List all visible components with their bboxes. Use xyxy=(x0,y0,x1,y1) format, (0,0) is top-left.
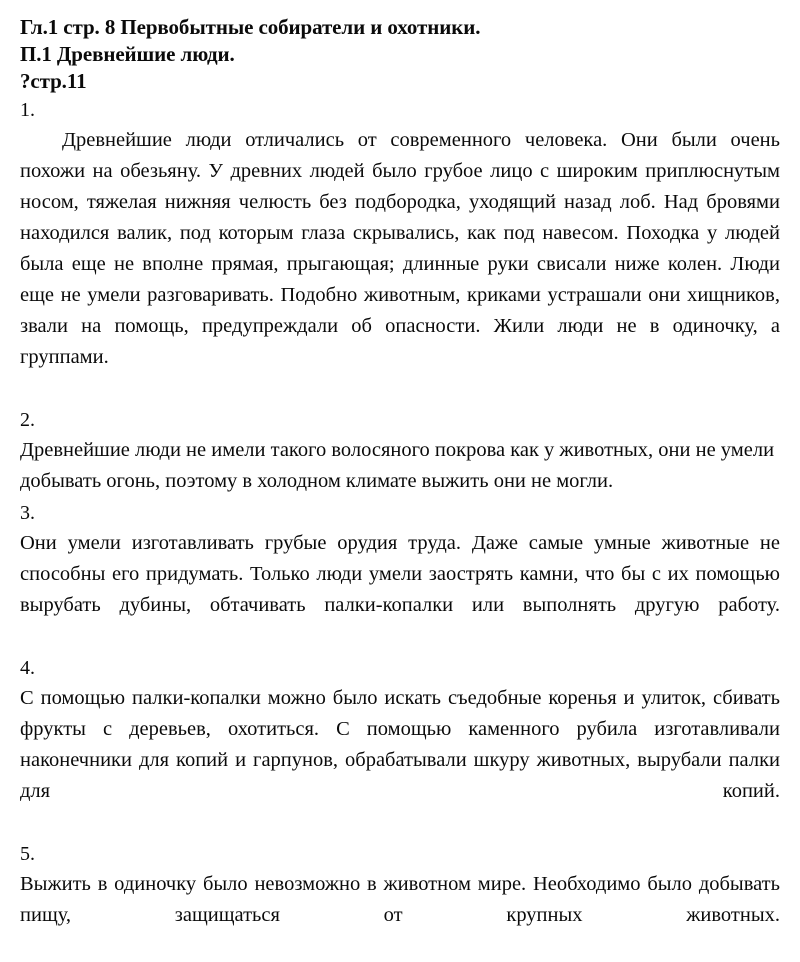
answer-item-4 xyxy=(20,654,780,838)
chapter-heading: Гл.1 стр. 8 Первобытные собиратели и охотники. xyxy=(20,15,481,39)
item-text: Выжить в одиночку было невозможно в животном мире. Необходимо было добывать пищу, защищаться от крупных животных. xyxy=(20,873,780,926)
answer-item-5 xyxy=(20,840,780,962)
answer-item-3 xyxy=(20,499,780,652)
item-number: 4. xyxy=(20,657,35,679)
item-number: 2. xyxy=(20,409,35,431)
item-number: 3. xyxy=(20,502,35,524)
item-text: Древнейшие люди отличались от современного человека. Они были очень похожи на обезьяну. У древних людей было грубое лицо с широким приплюснутым носом, тяжелая нижняя челюсть без подбородка, уходящий назад лоб. Над бровями находился валик, под которым глаза скрывались, как под навесом. Походка у людей была еще не вполне прямая, прыгающая; длинные руки свисали ниже колен. Люди еще не умели разговаривать. Подобно животным, криками устрашали они хищников, звали на помощь, предупреждали об опасности. Жили люди не в одиночку, а группами. xyxy=(20,129,780,368)
item-text: Они умели изготавливать грубые орудия труда. Даже самые умные животные не способны его придумать. Только люди умели заострять камни, что бы с их помощью вырубать дубины, обтачивать палки-копалки или выполнять другую работу. xyxy=(20,532,780,616)
answer-item-2 xyxy=(20,406,780,497)
item-number: 5. xyxy=(20,843,35,865)
item-text: Древнейшие люди не имели такого волосяного покрова как у животных, они не умели добывать огонь, поэтому в холодном климате выжить они не могли. xyxy=(20,439,775,492)
page-reference-heading: ?стр.11 xyxy=(20,69,87,93)
answer-item-1 xyxy=(20,96,780,404)
item-number: 1. xyxy=(20,99,35,121)
section-heading: П.1 Древнейшие люди. xyxy=(20,42,235,66)
item-text: С помощью палки-копалки можно было искать съедобные коренья и улиток, сбивать фрукты с деревьев, охотиться. С помощью каменного рубила изготавливали наконечники для копий и гарпунов, обрабатывали шкуру животных, вырубали палки для копий. xyxy=(20,687,780,802)
